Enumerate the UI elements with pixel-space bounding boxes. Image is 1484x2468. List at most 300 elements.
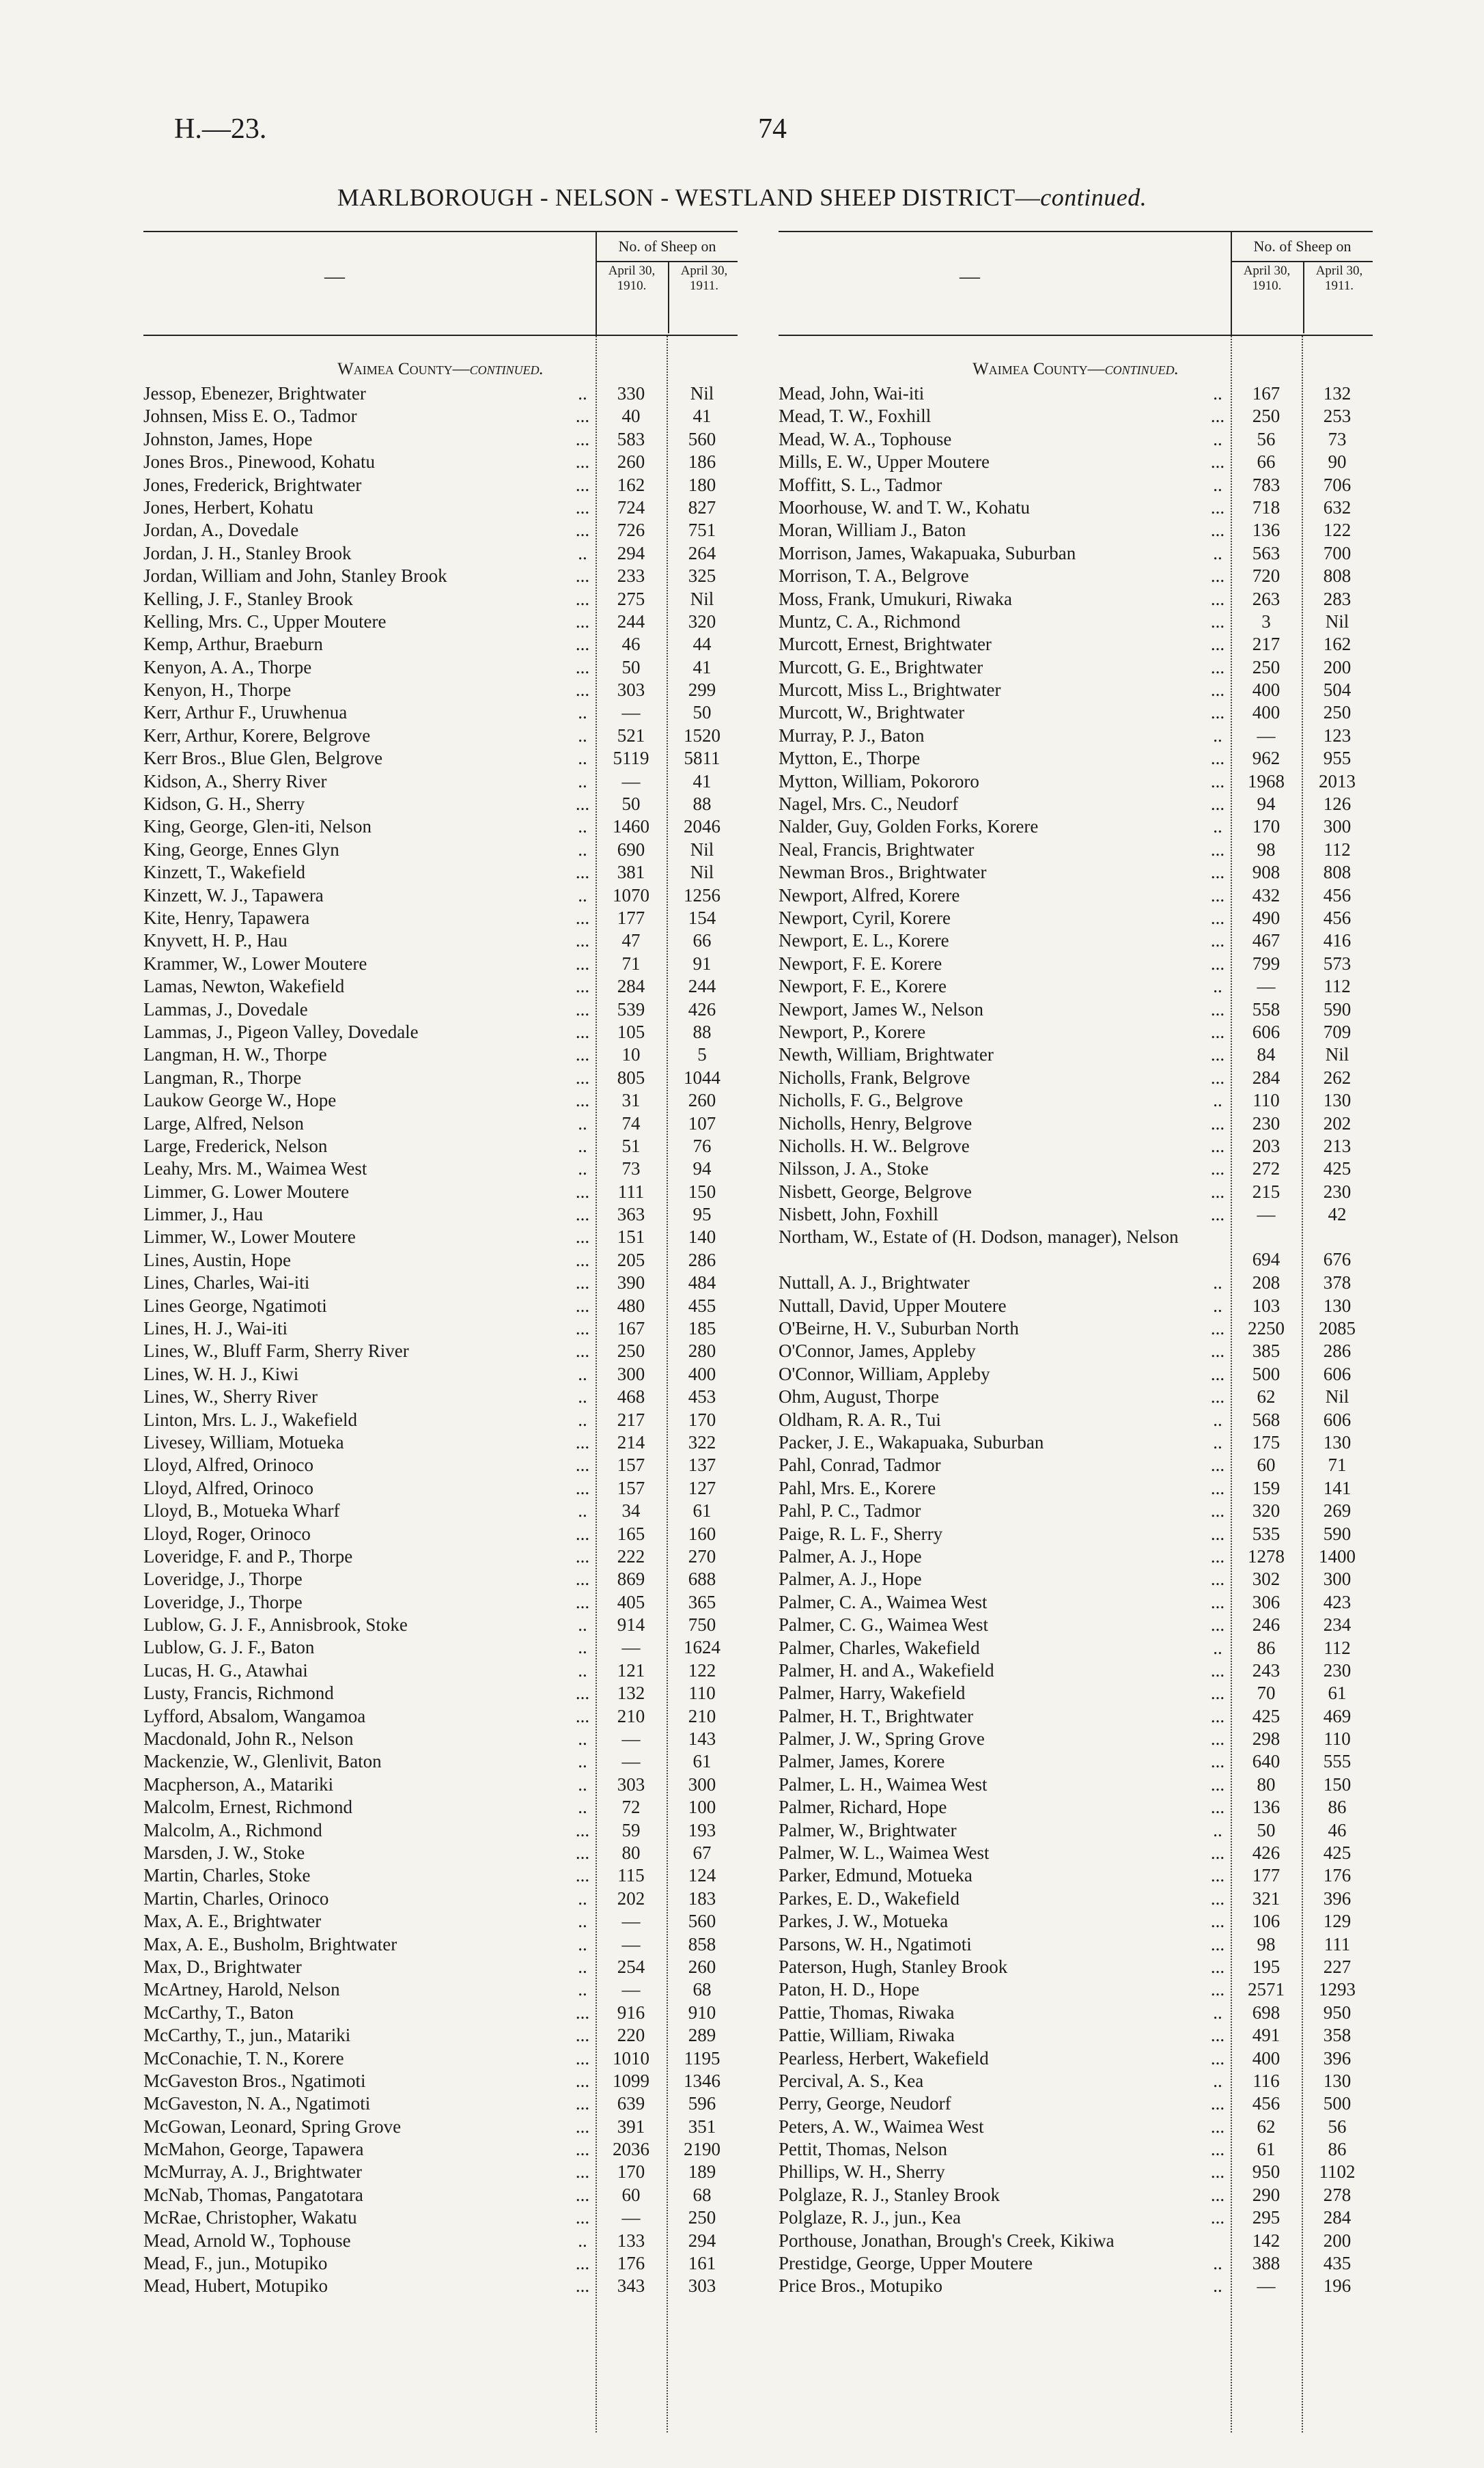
owner-name: Johnston, James, Hope — [143, 428, 313, 449]
sheep-1910: 260 — [617, 451, 645, 473]
table-row — [779, 1819, 1373, 1842]
leader-dots: ... — [575, 1477, 590, 1498]
leader-dots: ... — [1210, 953, 1225, 974]
leader-dots: ... — [575, 930, 590, 951]
owner-name: Kerr, Arthur, Korere, Belgrove — [143, 725, 371, 746]
owner-name: Palmer, C. G., Waimea West — [779, 1614, 989, 1636]
sheep-1910: 142 — [1252, 2230, 1280, 2251]
sheep-1911: 68 — [692, 2184, 712, 2205]
sheep-1910: — — [621, 1637, 641, 1658]
owner-name: Northam, W., Estate of (H. Dodson, manager), Nelson — [779, 1226, 1179, 1248]
sheep-1910: 195 — [1252, 1956, 1280, 1977]
owner-name: Morrison, James, Wakapuaka, Suburban — [779, 542, 1076, 563]
sheep-1910: 300 — [617, 1363, 645, 1384]
owner-name: Loveridge, J., Thorpe — [143, 1569, 303, 1590]
sheep-1911: 41 — [692, 656, 712, 677]
leader-dots: .. — [578, 1135, 587, 1156]
sheep-1911: 1520 — [684, 725, 720, 746]
owner-name: Murcott, Ernest, Brightwater — [779, 634, 992, 655]
sheep-1911: 425 — [1323, 1842, 1352, 1864]
sheep-1911: 137 — [688, 1455, 716, 1476]
leader-dots: ... — [1210, 770, 1225, 791]
leader-dots: ... — [575, 1545, 590, 1567]
sheep-1911: 200 — [1323, 656, 1352, 677]
sheep-1911: 396 — [1323, 2047, 1352, 2069]
leader-dots: ... — [575, 2207, 590, 2228]
sheep-1911: 44 — [692, 634, 712, 655]
table-row — [779, 1705, 1373, 1728]
leader-dots: ... — [575, 2139, 590, 2160]
sheep-1911: 112 — [1324, 976, 1351, 997]
leader-dots: ... — [575, 1318, 590, 1339]
sheep-1910: 343 — [617, 2275, 645, 2297]
owner-name: Newport, E. L., Korere — [779, 930, 949, 951]
table-row — [143, 793, 738, 815]
leader-dots: .. — [578, 1773, 587, 1795]
sheep-1911: 676 — [1323, 1249, 1352, 1270]
leader-dots: ... — [1210, 1614, 1225, 1636]
table-row — [143, 1340, 738, 1362]
sheep-1910: 558 — [1252, 998, 1280, 1020]
leader-dots: .. — [578, 725, 587, 746]
owner-name: Price Bros., Motupiko — [779, 2275, 942, 2297]
leader-dots: ... — [1210, 1865, 1225, 1886]
sheep-1911: 286 — [688, 1249, 716, 1270]
sheep-1911: 230 — [1323, 1181, 1352, 1202]
table-row — [779, 1591, 1373, 1614]
table-row — [779, 2092, 1373, 2115]
owner-name: Langman, R., Thorpe — [143, 1067, 302, 1088]
sheep-1910: 908 — [1252, 862, 1280, 883]
table-row — [779, 1842, 1373, 1864]
sheep-1910: 606 — [1252, 1021, 1280, 1042]
sheep-1911: 170 — [688, 1409, 716, 1430]
table-row — [143, 815, 738, 838]
sheep-1910: 962 — [1252, 748, 1280, 769]
owner-name: McNab, Thomas, Pangatotara — [143, 2184, 363, 2205]
table-row — [779, 2161, 1373, 2183]
sheep-1911: 86 — [1328, 2139, 1347, 2160]
sheep-1910: 272 — [1252, 1158, 1280, 1179]
table-row — [143, 975, 738, 998]
sheep-1910: 72 — [621, 1797, 641, 1818]
leader-dots: ... — [1210, 1888, 1225, 1909]
leader-dots: ... — [1210, 496, 1225, 518]
sheep-1910: 136 — [1252, 520, 1280, 541]
leader-dots: .. — [578, 702, 587, 723]
document-reference: H.—23. — [174, 113, 267, 145]
sheep-1911: 230 — [1323, 1659, 1352, 1681]
leader-dots: .. — [578, 748, 587, 769]
sheep-1910: 50 — [621, 794, 641, 815]
sheep-1911: 185 — [688, 1318, 716, 1339]
owner-name: Newport, James W., Nelson — [779, 998, 983, 1020]
leader-dots: ... — [1210, 1842, 1225, 1864]
table-row — [779, 953, 1373, 975]
leader-dots: .. — [1213, 1819, 1222, 1840]
sheep-1910: 71 — [621, 953, 641, 974]
table-row — [779, 1888, 1373, 1910]
owner-name: Pahl, P. C., Tadmor — [779, 1500, 921, 1522]
table-row — [143, 929, 738, 952]
sheep-1911: 303 — [688, 2275, 716, 2297]
owner-name: Mead, John, Wai-iti — [779, 383, 925, 404]
sheep-1910: 1070 — [613, 884, 649, 906]
table-row — [143, 1158, 738, 1180]
owner-name: Krammer, W., Lower Moutere — [143, 953, 367, 974]
leader-dots: ... — [1210, 1477, 1225, 1498]
leader-dots: ... — [1210, 2047, 1225, 2069]
table-row — [143, 1043, 738, 1066]
owner-name: Paterson, Hugh, Stanley Brook — [779, 1956, 1008, 1977]
owner-name: Palmer, Richard, Hope — [779, 1797, 947, 1818]
sheep-1910: 133 — [617, 2230, 645, 2251]
table-row — [779, 1454, 1373, 1476]
sheep-1910: 116 — [1252, 2070, 1280, 2091]
sheep-1911: 123 — [1323, 725, 1352, 746]
sheep-1911: 260 — [688, 1956, 716, 1977]
sheep-1910: 80 — [1257, 1773, 1276, 1795]
table-row — [143, 2070, 738, 2092]
owner-name: Paton, H. D., Hope — [779, 1979, 920, 2000]
sheep-1910: 425 — [1252, 1705, 1280, 1726]
table-row — [143, 1226, 738, 1248]
owner-name: McMahon, George, Tapawera — [143, 2139, 364, 2160]
owner-name: Newth, William, Brightwater — [779, 1044, 994, 1065]
owner-name: Murcott, Miss L., Brightwater — [779, 679, 1001, 701]
sheep-1910: 62 — [1257, 2116, 1276, 2137]
table-row — [143, 2184, 738, 2206]
sheep-1910: 1099 — [613, 2070, 649, 2091]
sheep-1910: 132 — [617, 1683, 645, 1704]
row-list — [779, 382, 1373, 2298]
table-row — [779, 1773, 1373, 1796]
table-row — [779, 2230, 1373, 2252]
sheep-1911: 162 — [1323, 634, 1352, 655]
sheep-1911: 41 — [692, 770, 712, 791]
sheep-1911: 1102 — [1319, 2161, 1356, 2183]
sheep-1910: 491 — [1252, 2025, 1280, 2046]
leader-dots: .. — [1213, 383, 1222, 404]
right-table — [779, 231, 1373, 2307]
leader-dots: ... — [1210, 1523, 1225, 1544]
sheep-1910: 298 — [1252, 1728, 1280, 1750]
leader-dots: ... — [1210, 1591, 1225, 1612]
table-row — [779, 1910, 1373, 1933]
sheep-1911: 358 — [1323, 2025, 1352, 2046]
table-row — [143, 1249, 738, 1272]
sheep-1911: 111 — [1324, 1933, 1351, 1954]
table-row — [779, 2138, 1373, 2161]
sheep-1910: 284 — [617, 976, 645, 997]
sheep-1911: 160 — [688, 1523, 716, 1544]
leader-dots: ... — [575, 2184, 590, 2205]
sheep-1911: 107 — [688, 1112, 716, 1134]
sheep-1910: 391 — [617, 2116, 645, 2137]
sheep-1910: 10 — [621, 1044, 641, 1065]
owner-name: Palmer, James, Korere — [779, 1751, 945, 1772]
sheep-1911: 2013 — [1319, 770, 1356, 791]
owner-name: Pattie, Thomas, Riwaka — [779, 2002, 955, 2023]
owner-name: Parkes, J. W., Motueka — [779, 1911, 949, 1932]
sheep-1911: 183 — [688, 1888, 716, 1909]
leader-dots: ... — [1210, 839, 1225, 860]
owner-name: Palmer, W. L., Waimea West — [779, 1842, 990, 1864]
sheep-1910: 1460 — [613, 816, 649, 837]
leader-dots: .. — [578, 1979, 587, 2000]
table-row — [143, 1796, 738, 1819]
leader-dots: ... — [1210, 1545, 1225, 1567]
owner-name: Nisbett, George, Belgrove — [779, 1181, 972, 1202]
leader-dots: ... — [1210, 930, 1225, 951]
sheep-1911: 858 — [688, 1933, 716, 1954]
sheep-1911: 688 — [688, 1569, 716, 1590]
sheep-1910: 177 — [1252, 1865, 1280, 1886]
owner-name: Martin, Charles, Orinoco — [143, 1888, 329, 1909]
owner-name: McGaveston, N. A., Ngatimoti — [143, 2093, 371, 2114]
table-row — [779, 565, 1373, 587]
owner-name: McCarthy, T., jun., Matariki — [143, 2025, 351, 2046]
owner-name: Lines, Charles, Wai-iti — [143, 1272, 310, 1293]
owner-name: Parkes, E. D., Wakefield — [779, 1888, 960, 1909]
leader-dots: ... — [1210, 451, 1225, 473]
section-heading: Waimea County—continued. — [337, 360, 544, 378]
column-divider — [667, 336, 668, 2432]
table-row — [779, 2206, 1373, 2229]
leader-dots: ... — [1210, 1204, 1225, 1225]
sheep-1910: 243 — [1252, 1659, 1280, 1681]
sheep-1911: 709 — [1323, 1021, 1352, 1042]
sheep-1910: 363 — [617, 1204, 645, 1225]
owner-name: Malcolm, Ernest, Richmond — [143, 1797, 352, 1818]
leader-dots: .. — [578, 1797, 587, 1818]
leader-dots: ... — [1210, 1135, 1225, 1156]
sheep-1910: 275 — [617, 588, 645, 609]
sheep-1911: 284 — [1323, 2207, 1352, 2228]
sheep-1910: 203 — [1252, 1135, 1280, 1156]
sheep-1910: 205 — [617, 1249, 645, 1270]
sheep-1911: 455 — [688, 1295, 716, 1316]
leader-dots: ... — [575, 428, 590, 449]
owner-name: Lucas, H. G., Atawhai — [143, 1659, 308, 1681]
sheep-1911: 5 — [697, 1044, 707, 1065]
owner-name: Porthouse, Jonathan, Brough's Creek, Kikiwa — [779, 2230, 1115, 2251]
group-title: No. of Sheep on — [1232, 232, 1373, 262]
leader-dots: ... — [1210, 1797, 1225, 1818]
sheep-1911: 456 — [1323, 907, 1352, 928]
table-header — [143, 231, 738, 336]
table-row — [143, 633, 738, 656]
sheep-1910: — — [1257, 2275, 1276, 2297]
owner-name: Lammas, J., Dovedale — [143, 998, 308, 1020]
owner-name: Macdonald, John R., Nelson — [143, 1728, 354, 1750]
owner-name: Lines, H. J., Wai-iti — [143, 1318, 288, 1339]
sheep-1911: 596 — [688, 2093, 716, 2114]
sheep-1910: 1968 — [1248, 770, 1285, 791]
sheep-1910: 385 — [1252, 1341, 1280, 1362]
sheep-1911: 1293 — [1319, 1979, 1356, 2000]
sheep-1910: — — [621, 2207, 641, 2228]
sheep-1910: 165 — [617, 1523, 645, 1544]
table-row — [779, 1659, 1373, 1682]
leader-dots: ... — [1210, 702, 1225, 723]
leader-dots: .. — [578, 1158, 587, 1179]
owner-name: Knyvett, H. P., Hau — [143, 930, 288, 951]
leader-dots: .. — [1213, 725, 1222, 746]
owner-name: Large, Frederick, Nelson — [143, 1135, 328, 1156]
leader-dots: .. — [1213, 816, 1222, 837]
sheep-1910: 98 — [1257, 1933, 1276, 1954]
sheep-1910: 94 — [1257, 794, 1276, 815]
table-row — [143, 1021, 738, 1043]
sheep-1911: 606 — [1323, 1409, 1352, 1430]
owner-name: Nuttall, David, Upper Moutere — [779, 1295, 1007, 1316]
sheep-1911: 435 — [1323, 2253, 1352, 2274]
owner-name: Linton, Mrs. L. J., Wakefield — [143, 1409, 358, 1430]
sheep-1910: 105 — [617, 1021, 645, 1042]
table-row — [143, 770, 738, 793]
sheep-1911: 130 — [1323, 1295, 1352, 1316]
sheep-1910: 294 — [617, 542, 645, 563]
sheep-1911: 283 — [1323, 588, 1352, 609]
sheep-1910: 563 — [1252, 542, 1280, 563]
owner-name: Nicholls. H. W.. Belgrove — [779, 1135, 970, 1156]
table-row — [143, 1112, 738, 1135]
owner-name: Kinzett, W. J., Tapawera — [143, 884, 324, 906]
table-row — [143, 1978, 738, 2001]
sheep-1911: 560 — [688, 428, 716, 449]
sheep-1911: Nil — [1325, 1044, 1349, 1065]
sheep-1910: 46 — [621, 634, 641, 655]
sheep-1910: 157 — [617, 1455, 645, 1476]
sheep-1910: 400 — [1252, 702, 1280, 723]
leader-dots: ... — [575, 1181, 590, 1202]
table-row — [779, 2252, 1373, 2275]
table-body — [143, 356, 738, 2298]
sheep-1910: 467 — [1252, 930, 1280, 951]
sheep-1910: 175 — [1252, 1431, 1280, 1453]
sheep-1910: 210 — [617, 1705, 645, 1726]
table-row — [779, 1682, 1373, 1705]
sheep-1911: 90 — [1328, 451, 1347, 473]
leader-dots: .. — [578, 1933, 587, 1954]
owner-name: Lloyd, B., Motueka Wharf — [143, 1500, 340, 1522]
table-row — [779, 519, 1373, 542]
owner-name: Palmer, A. J., Hope — [779, 1569, 922, 1590]
table-row — [143, 1568, 738, 1590]
owner-name: Mead, Arnold W., Tophouse — [143, 2230, 351, 2251]
sheep-1911: 143 — [688, 1728, 716, 1750]
table-row — [779, 1409, 1373, 1431]
table-row — [779, 1728, 1373, 1750]
sheep-1911: 1044 — [684, 1067, 720, 1088]
owner-name: Loveridge, F. and P., Thorpe — [143, 1545, 353, 1567]
leader-dots: ... — [575, 1842, 590, 1863]
table-row — [779, 2002, 1373, 2024]
sheep-1911: 365 — [688, 1591, 716, 1612]
leader-dots: ... — [575, 1523, 590, 1544]
sheep-1911: 289 — [688, 2025, 716, 2046]
sheep-1910: 330 — [617, 383, 645, 404]
sheep-1911: 61 — [692, 1500, 712, 1522]
sheep-1910: 640 — [1252, 1751, 1280, 1772]
table-row — [779, 1956, 1373, 1978]
sheep-1910: 303 — [617, 1773, 645, 1795]
col-header-1911: April 30, 1911. — [1303, 262, 1374, 333]
sheep-1911: 950 — [1323, 2002, 1352, 2023]
sheep-1910: — — [621, 1728, 641, 1750]
owner-name: Jones, Frederick, Brightwater — [143, 474, 362, 495]
leader-dots: ... — [575, 1090, 590, 1111]
leader-dots: .. — [1213, 428, 1222, 449]
owner-name: Pahl, Conrad, Tadmor — [779, 1455, 941, 1476]
table-row — [143, 1705, 738, 1728]
sheep-1911: 1256 — [684, 884, 720, 906]
sheep-1911: 955 — [1323, 748, 1352, 769]
table-row — [143, 1773, 738, 1796]
table-row — [143, 588, 738, 611]
sheep-1910: 40 — [621, 406, 641, 427]
sheep-1911: 161 — [688, 2253, 716, 2274]
sheep-1910: 321 — [1252, 1888, 1280, 1909]
owner-name: Jordan, William and John, Stanley Brook — [143, 565, 447, 587]
table-row — [143, 1888, 738, 1910]
table-row — [779, 1272, 1373, 1294]
table-row — [143, 907, 738, 929]
sheep-1910: 950 — [1252, 2161, 1280, 2183]
sheep-1911: 95 — [692, 1204, 712, 1225]
sheep-1910: 718 — [1252, 496, 1280, 518]
table-row — [779, 1933, 1373, 1956]
table-row — [779, 2275, 1373, 2297]
leader-dots: .. — [578, 1728, 587, 1750]
sheep-1910: 539 — [617, 998, 645, 1020]
sheep-1911: 110 — [1324, 1728, 1351, 1750]
owner-name: Kerr, Arthur F., Uruwhenua — [143, 702, 348, 723]
leader-dots: .. — [1213, 2275, 1222, 2297]
table-row — [779, 1043, 1373, 1066]
leader-dots: ... — [1210, 1318, 1225, 1339]
owner-name: Ohm, August, Thorpe — [779, 1386, 939, 1407]
table-row — [143, 1477, 738, 1500]
table-row — [143, 679, 738, 701]
sheep-1911: 127 — [688, 1477, 716, 1498]
leader-dots: ... — [1210, 1728, 1225, 1750]
owner-name: Moorhouse, W. and T. W., Kohatu — [779, 496, 1030, 518]
leader-dots: ... — [575, 1272, 590, 1293]
owner-name: Prestidge, George, Upper Moutere — [779, 2253, 1033, 2274]
sheep-1910: 568 — [1252, 1409, 1280, 1430]
sheep-1910: 159 — [1252, 1477, 1280, 1498]
owner-name: Newport, Cyril, Korere — [779, 907, 951, 928]
leader-dots: ... — [575, 2275, 590, 2297]
sheep-1911: 76 — [692, 1135, 712, 1156]
leader-dots: ... — [1210, 1181, 1225, 1202]
leader-dots: ... — [1210, 1044, 1225, 1065]
leader-dots: .. — [578, 542, 587, 563]
owner-name: Murcott, G. E., Brightwater — [779, 656, 983, 677]
sheep-1910: 98 — [1257, 839, 1276, 860]
sheep-1910: 51 — [621, 1135, 641, 1156]
sheep-1910: — — [621, 1751, 641, 1772]
owner-name: Palmer, C. A., Waimea West — [779, 1591, 988, 1612]
table-row — [779, 428, 1373, 451]
owner-name: Lloyd, Roger, Orinoco — [143, 1523, 311, 1544]
sheep-1911: 61 — [1328, 1683, 1347, 1704]
sheep-1911: 504 — [1323, 679, 1352, 701]
column-divider — [596, 336, 597, 2432]
table-row — [143, 1750, 738, 1773]
